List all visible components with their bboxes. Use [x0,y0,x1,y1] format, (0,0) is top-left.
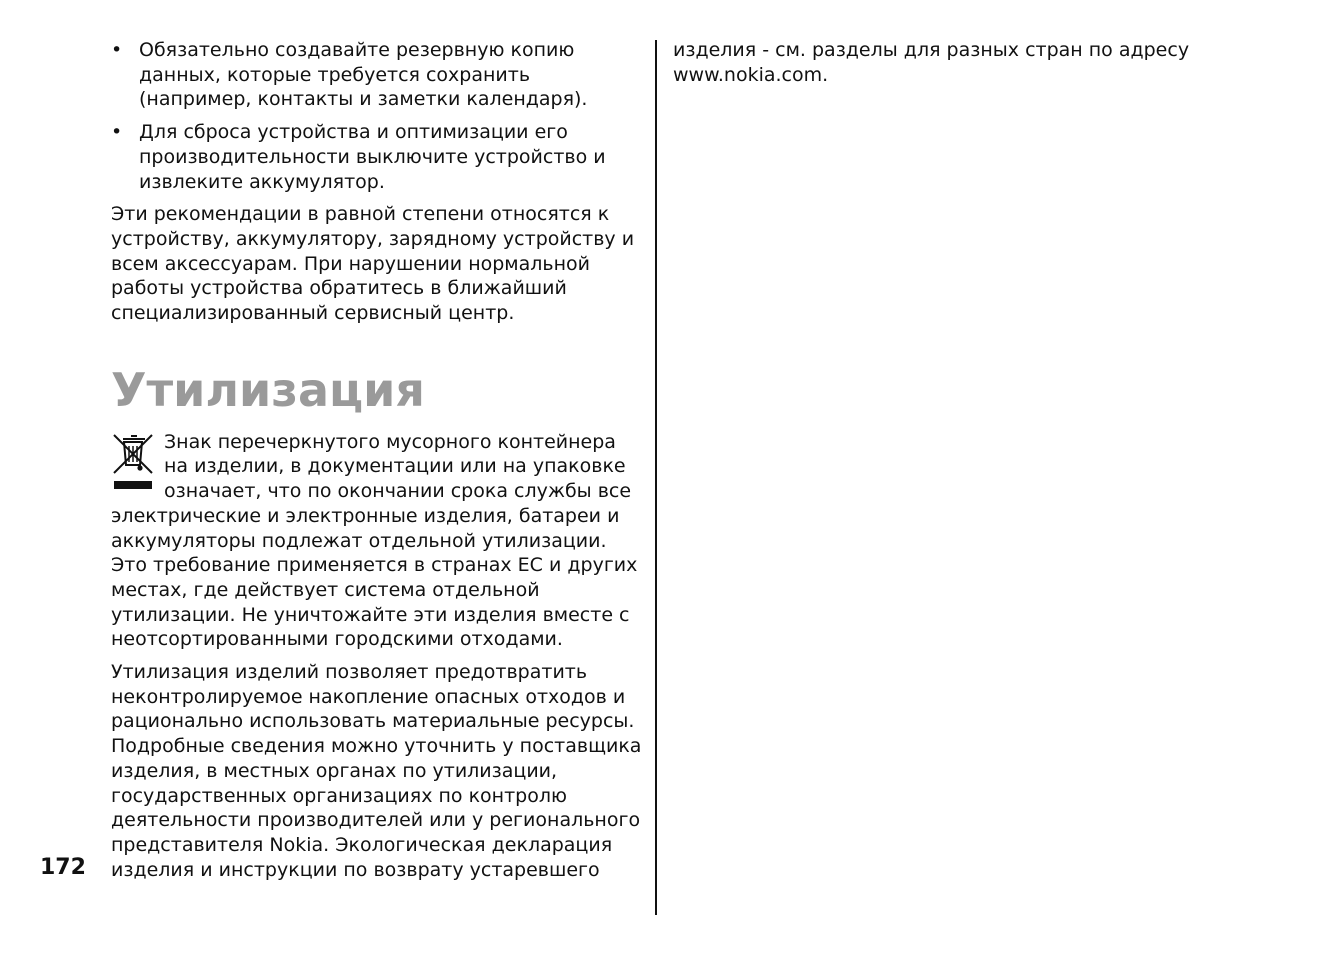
symbol-paragraph [111,430,643,652]
bullet-marker: • [111,39,123,61]
bullet-list [111,38,643,194]
section-title: Утилизация [111,362,425,417]
list-item [111,120,643,194]
continued-paragraph: изделия - см. разделы для разных стран по адресу www.nokia.com. [673,39,1190,86]
recommendations-paragraph: Эти рекомендации в равной степени относятся к устройству, аккумулятору, зарядному устройству и всем аксессуарам. При нарушении нормальной работы устройства обратитесь в ближайший специализированный сервисный центр. [111,203,635,325]
crossed-out-wheeled-bin-icon [111,432,163,496]
disposal-paragraph: Утилизация изделий позволяет предотвратить неконтролируемое накопление опасных отходов и рационально использовать материальные ресурсы. Подробные сведения можно уточнить у поставщика изделия, в местных органах по утилизации, государственных организациях по контролю деятельности производителей или у регионального представителя Nokia. Экологическая декларация изделия и инструкции по возврату устаревшего [111,661,642,881]
bullet-text: Для сброса устройства и оптимизации его производительности выключите устройство и извлеките аккумулятор. [139,121,606,193]
bullet-text: Обязательно создавайте резервную копию данных, которые требуется сохранить (например, контакты и заметки календаря). [139,39,588,111]
page-number: 172 [40,855,86,880]
symbol-text: Знак перечеркнутого мусорного контейнера на изделии, в документации или на упаковке означает, что по окончании срока службы все электрические и электронные изделия, батареи и аккумуляторы подлежат отдельной утилизации. Это требование применяется в странах ЕС и других местах, где действует система отдельной утилизации. Не уничтожайте эти изделия вместе с неотсортированными городскими отходами. [111,430,638,651]
list-item [111,38,643,112]
right-column [673,38,1233,95]
bullet-marker: • [111,121,123,144]
column-divider [655,40,657,915]
left-column [111,38,643,890]
